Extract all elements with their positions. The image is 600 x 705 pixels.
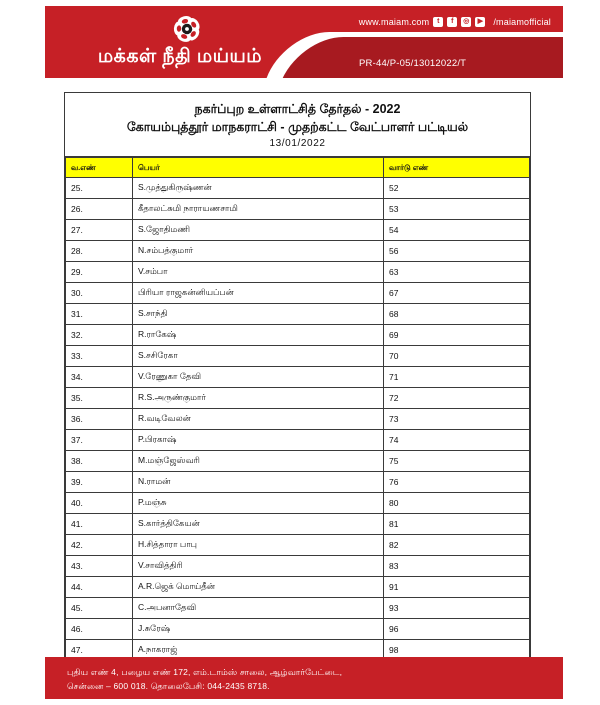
twitter-icon[interactable]: t	[433, 17, 443, 27]
cell-candidate-name: S.ஜோதிமணி	[133, 220, 384, 241]
table-row	[66, 367, 530, 388]
table-row	[66, 199, 530, 220]
candidates-table	[65, 157, 530, 661]
cell-ward-number: 54	[384, 220, 530, 241]
facebook-icon[interactable]: f	[447, 17, 457, 27]
cell-ward-number: 72	[384, 388, 530, 409]
cell-serial: 38.	[66, 451, 133, 472]
cell-serial: 40.	[66, 493, 133, 514]
document-reference: PR-44/P-05/13012022/T	[359, 58, 467, 69]
cell-serial: 31.	[66, 304, 133, 325]
cell-serial: 37.	[66, 430, 133, 451]
cell-ward-number: 74	[384, 430, 530, 451]
cell-serial: 29.	[66, 262, 133, 283]
cell-ward-number: 83	[384, 556, 530, 577]
table-row	[66, 283, 530, 304]
cell-candidate-name: R.வடிவேலன்	[133, 409, 384, 430]
cell-ward-number: 70	[384, 346, 530, 367]
page-subtitle: கோயம்புத்தூர் மாநகராட்சி - முதற்கட்ட வேட்பாளர் பட்டியல்	[126, 120, 469, 134]
cell-candidate-name: S.சாந்தி	[133, 304, 384, 325]
cell-ward-number: 56	[384, 241, 530, 262]
cell-candidate-name: N.சம்பத்குமார்	[133, 241, 384, 262]
cell-ward-number: 75	[384, 451, 530, 472]
table-row	[66, 451, 530, 472]
cell-ward-number: 68	[384, 304, 530, 325]
cell-ward-number: 96	[384, 619, 530, 640]
cell-ward-number: 52	[384, 178, 530, 199]
youtube-icon[interactable]: ▶	[475, 17, 485, 27]
cell-candidate-name: A.R.ஜெக் மொய்தீன்	[133, 577, 384, 598]
table-row	[66, 493, 530, 514]
table-row	[66, 430, 530, 451]
cell-ward-number: 53	[384, 199, 530, 220]
footer-address-line-1: புதிய எண் 4, பழைய எண் 172, எம்.டாம்ஸ் சாலை, ஆழ்வார்பேட்டை,	[67, 667, 343, 677]
cell-serial: 42.	[66, 535, 133, 556]
cell-serial: 33.	[66, 346, 133, 367]
table-row	[66, 346, 530, 367]
party-logo-group	[65, 10, 295, 78]
instagram-icon[interactable]: ◎	[463, 18, 470, 25]
cell-candidate-name: P.மஞ்சு	[133, 493, 384, 514]
cell-serial: 44.	[66, 577, 133, 598]
page-title: நகர்ப்புற உள்ளாட்சித் தேர்தல் - 2022	[194, 102, 401, 116]
cell-serial: 35.	[66, 388, 133, 409]
cell-ward-number: 80	[384, 493, 530, 514]
cell-candidate-name: R.S.அருண்குமார்	[133, 388, 384, 409]
cell-serial: 47.	[66, 640, 133, 661]
cell-candidate-name: V.ரேணுகா தேவி	[133, 367, 384, 388]
cell-candidate-name: J.சுரேஷ்	[133, 619, 384, 640]
cell-candidate-name: S.முத்துகிருஷ்ணன்	[133, 178, 384, 199]
cell-serial: 34.	[66, 367, 133, 388]
social-handle[interactable]: /maiamofficial	[493, 17, 551, 27]
cell-ward-number: 73	[384, 409, 530, 430]
cell-serial: 30.	[66, 283, 133, 304]
table-row	[66, 535, 530, 556]
cell-serial: 43.	[66, 556, 133, 577]
cell-candidate-name: N.ராமன்	[133, 472, 384, 493]
cell-ward-number: 81	[384, 514, 530, 535]
cell-candidate-name: P.பிரகாஷ்	[133, 430, 384, 451]
cell-candidate-name: S.கார்த்திகேயன்	[133, 514, 384, 535]
table-body	[66, 178, 530, 661]
page-footer	[45, 657, 563, 699]
cell-ward-number: 91	[384, 577, 530, 598]
cell-serial: 28.	[66, 241, 133, 262]
table-row	[66, 619, 530, 640]
social-links-bar	[359, 17, 551, 27]
cell-serial: 45.	[66, 598, 133, 619]
cell-ward-number: 63	[384, 262, 530, 283]
table-row	[66, 388, 530, 409]
table-row	[66, 472, 530, 493]
table-header-row	[66, 158, 530, 178]
cell-serial: 32.	[66, 325, 133, 346]
cell-serial: 41.	[66, 514, 133, 535]
table-row	[66, 220, 530, 241]
cell-ward-number: 71	[384, 367, 530, 388]
table-row	[66, 241, 530, 262]
candidate-list-sheet	[64, 92, 531, 662]
cell-ward-number: 67	[384, 283, 530, 304]
cell-candidate-name: M.மஞ்ஜேஸ்வரி	[133, 451, 384, 472]
table-row	[66, 556, 530, 577]
cell-candidate-name: V.சம்பா	[133, 262, 384, 283]
sheet-title-block	[65, 93, 530, 157]
website-url[interactable]: www.maiam.com	[358, 17, 430, 27]
cell-serial: 39.	[66, 472, 133, 493]
cell-ward-number: 69	[384, 325, 530, 346]
table-row	[66, 409, 530, 430]
cell-candidate-name: C.அபனாதேவி	[133, 598, 384, 619]
cell-candidate-name: பிரியா ராஜகன்னியப்பன்	[133, 283, 384, 304]
column-header-serial: வ.எண்	[66, 158, 133, 178]
page-header	[45, 6, 563, 78]
table-row	[66, 325, 530, 346]
cell-serial: 27.	[66, 220, 133, 241]
cell-candidate-name: V.சாவித்திரி	[133, 556, 384, 577]
column-header-ward: வார்டு எண்	[384, 158, 530, 178]
table-row	[66, 598, 530, 619]
cell-serial: 26.	[66, 199, 133, 220]
publication-date: 13/01/2022	[269, 138, 326, 149]
table-row	[66, 304, 530, 325]
cell-ward-number: 93	[384, 598, 530, 619]
table-head	[66, 158, 530, 178]
cell-serial: 25.	[66, 178, 133, 199]
cell-candidate-name: S.சசிரேகா	[133, 346, 384, 367]
cell-candidate-name: A.நாகராஜ்	[133, 640, 384, 661]
table-row	[66, 262, 530, 283]
cell-candidate-name: கீதாலட்சுமி நாராயணசாமி	[133, 199, 384, 220]
cell-serial: 46.	[66, 619, 133, 640]
table-row	[66, 178, 530, 199]
cell-ward-number: 98	[384, 640, 530, 661]
footer-address-line-2: சென்னை – 600 018. தொலைபேசி: 044-2435 8718.	[67, 681, 270, 691]
cell-ward-number: 82	[384, 535, 530, 556]
cell-serial: 36.	[66, 409, 133, 430]
table-row	[66, 514, 530, 535]
cell-candidate-name: H.சித்தாரா பாபு	[133, 535, 384, 556]
cell-ward-number: 76	[384, 472, 530, 493]
party-name: மக்கள் நீதி மய்யம்	[97, 46, 263, 67]
party-emblem-icon	[170, 12, 204, 46]
table-row	[66, 577, 530, 598]
cell-candidate-name: R.ராகேஷ்	[133, 325, 384, 346]
column-header-name: பெயர்	[133, 158, 384, 178]
